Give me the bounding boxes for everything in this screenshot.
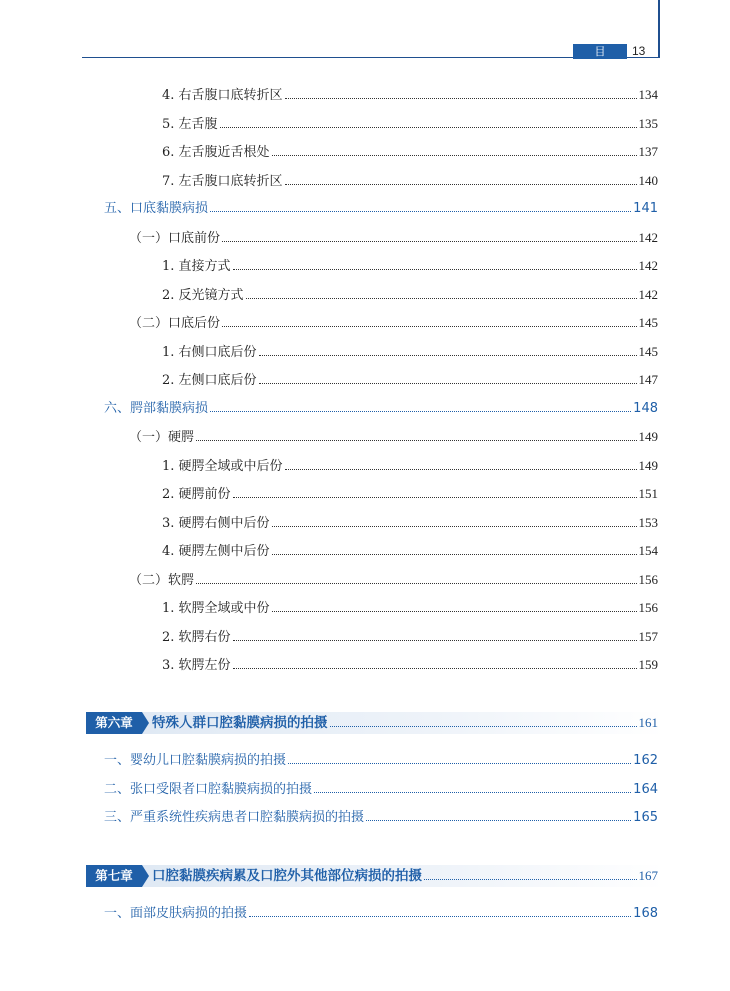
leader-dots <box>222 241 636 242</box>
toc-entry[interactable] <box>162 85 658 105</box>
toc-entry[interactable] <box>162 456 658 476</box>
toc-entry[interactable] <box>162 627 658 647</box>
toc-subsection[interactable] <box>129 570 658 590</box>
leader-dots <box>210 411 631 412</box>
leader-dots <box>366 820 631 821</box>
toc-entry[interactable] <box>162 256 658 276</box>
toc-entry-page: 151 <box>638 486 658 501</box>
toc-section-page: 165 <box>633 810 658 825</box>
toc-chapter[interactable] <box>152 866 658 886</box>
toc-section[interactable] <box>104 808 658 828</box>
toc-chapter-title: 口腔黏膜疾病累及口腔外其他部位病损的拍摄 <box>152 868 422 884</box>
toc-section-page: 148 <box>633 401 658 416</box>
leader-dots <box>196 583 636 584</box>
leader-dots <box>210 211 631 212</box>
toc-subsection-title: （一）硬腭 <box>129 430 195 445</box>
toc-entry[interactable] <box>162 285 658 305</box>
leader-dots <box>424 879 637 880</box>
leader-dots <box>249 916 631 917</box>
header-page-number: 13 <box>632 44 646 58</box>
toc-entry[interactable] <box>162 370 658 390</box>
toc-entry-page: 140 <box>638 173 658 188</box>
toc-entry[interactable] <box>162 114 658 134</box>
toc-entry[interactable] <box>162 142 658 162</box>
leader-dots <box>330 726 637 727</box>
header-vertical-rule <box>658 0 660 58</box>
header-section-label: 目 录 <box>573 44 627 59</box>
toc-section-title: 一、婴幼儿口腔黏膜病损的拍摄 <box>104 753 287 768</box>
toc-entry-title: 1. 硬腭全域或中后份 <box>162 459 283 474</box>
toc-entry-title: 1. 右侧口底后份 <box>162 345 257 360</box>
toc-section-title: 三、严重系统性疾病患者口腔黏膜病损的拍摄 <box>104 810 365 825</box>
toc-section-title: 二、张口受限者口腔黏膜病损的拍摄 <box>104 782 313 797</box>
toc-entry-title: 2. 硬腭前份 <box>162 487 231 502</box>
leader-dots <box>272 155 637 156</box>
toc-entry[interactable] <box>162 655 658 675</box>
toc-subsection[interactable] <box>129 427 658 447</box>
toc-entry-title: 1. 软腭全域或中份 <box>162 601 270 616</box>
chapter-label: 第六章 <box>86 712 142 734</box>
toc-chapter-page: 161 <box>638 715 658 730</box>
toc-section-page: 141 <box>633 201 658 216</box>
toc-entry-page: 153 <box>638 515 658 530</box>
leader-dots <box>222 326 636 327</box>
toc-entry-page: 157 <box>638 629 658 644</box>
leader-dots <box>288 763 631 764</box>
toc-section[interactable] <box>104 751 658 771</box>
leader-dots <box>272 554 637 555</box>
toc-subsection[interactable] <box>129 228 658 248</box>
toc-entry-title: 3. 软腭左份 <box>162 658 231 673</box>
toc-chapter-page: 167 <box>638 868 658 883</box>
toc-entry[interactable] <box>162 598 658 618</box>
leader-dots <box>233 668 637 669</box>
toc-section-title: 一、面部皮肤病损的拍摄 <box>104 906 248 921</box>
toc-entry[interactable] <box>162 171 658 191</box>
leader-dots <box>259 355 637 356</box>
leader-dots <box>285 469 637 470</box>
toc-entry-page: 159 <box>638 657 658 672</box>
leader-dots <box>285 184 637 185</box>
toc-entry-page: 142 <box>638 258 658 273</box>
toc-entry-page: 135 <box>638 116 658 131</box>
leader-dots <box>233 640 637 641</box>
toc-entry[interactable] <box>162 513 658 533</box>
toc-entry[interactable] <box>162 541 658 561</box>
toc-entry-page: 145 <box>638 344 658 359</box>
toc-entry-title: 2. 反光镜方式 <box>162 288 244 303</box>
toc-chapter-title: 特殊人群口腔黏膜病损的拍摄 <box>152 715 328 731</box>
chapter-arrow-icon <box>142 865 149 887</box>
leader-dots <box>314 792 631 793</box>
toc-subsection-title: （一）口底前份 <box>129 231 221 246</box>
toc-entry[interactable] <box>162 484 658 504</box>
toc-entry-title: 3. 硬腭右侧中后份 <box>162 516 270 531</box>
toc-chapter[interactable] <box>152 713 658 733</box>
leader-dots <box>285 98 637 99</box>
toc-entry[interactable] <box>162 342 658 362</box>
toc-subsection-page: 149 <box>638 429 658 444</box>
toc-entry-title: 4. 硬腭左侧中后份 <box>162 544 270 559</box>
toc-subsection-page: 145 <box>638 315 658 330</box>
toc-entry-title: 2. 软腭右份 <box>162 630 231 645</box>
leader-dots <box>272 526 637 527</box>
leader-dots <box>272 611 637 612</box>
toc-entry-page: 134 <box>638 87 658 102</box>
chapter-label: 第七章 <box>86 865 142 887</box>
chapter-arrow-icon <box>142 712 149 734</box>
toc-subsection-page: 142 <box>638 230 658 245</box>
toc-section-title: 六、腭部黏膜病损 <box>104 401 209 416</box>
toc-section[interactable] <box>104 199 658 219</box>
toc-entry-page: 156 <box>638 600 658 615</box>
toc-section-page: 168 <box>633 906 658 921</box>
leader-dots <box>220 127 637 128</box>
toc-section-title: 五、口底黏膜病损 <box>104 201 209 216</box>
toc-entry-title: 6. 左舌腹近舌根处 <box>162 145 270 160</box>
toc-section[interactable] <box>104 399 658 419</box>
leader-dots <box>196 440 636 441</box>
toc-section-page: 164 <box>633 782 658 797</box>
toc-subsection-page: 156 <box>638 572 658 587</box>
toc-subsection-title: （二）口底后份 <box>129 316 221 331</box>
leader-dots <box>233 497 637 498</box>
toc-entry-title: 1. 直接方式 <box>162 259 231 274</box>
toc-section[interactable] <box>104 904 658 924</box>
toc-entry-title: 2. 左侧口底后份 <box>162 373 257 388</box>
leader-dots <box>246 298 637 299</box>
toc-subsection[interactable] <box>129 313 658 333</box>
toc-entry-page: 147 <box>638 372 658 387</box>
toc-entry-page: 154 <box>638 543 658 558</box>
toc-entry-title: 5. 左舌腹 <box>162 117 218 132</box>
toc-entry-page: 149 <box>638 458 658 473</box>
leader-dots <box>259 383 637 384</box>
toc-section-page: 162 <box>633 753 658 768</box>
leader-dots <box>233 269 637 270</box>
toc-entry-title: 4. 右舌腹口底转折区 <box>162 88 283 103</box>
toc-entry-page: 142 <box>638 287 658 302</box>
toc-subsection-title: （二）软腭 <box>129 573 195 588</box>
toc-entry-title: 7. 左舌腹口底转折区 <box>162 174 283 189</box>
toc-section[interactable] <box>104 780 658 800</box>
toc-entry-page: 137 <box>638 144 658 159</box>
